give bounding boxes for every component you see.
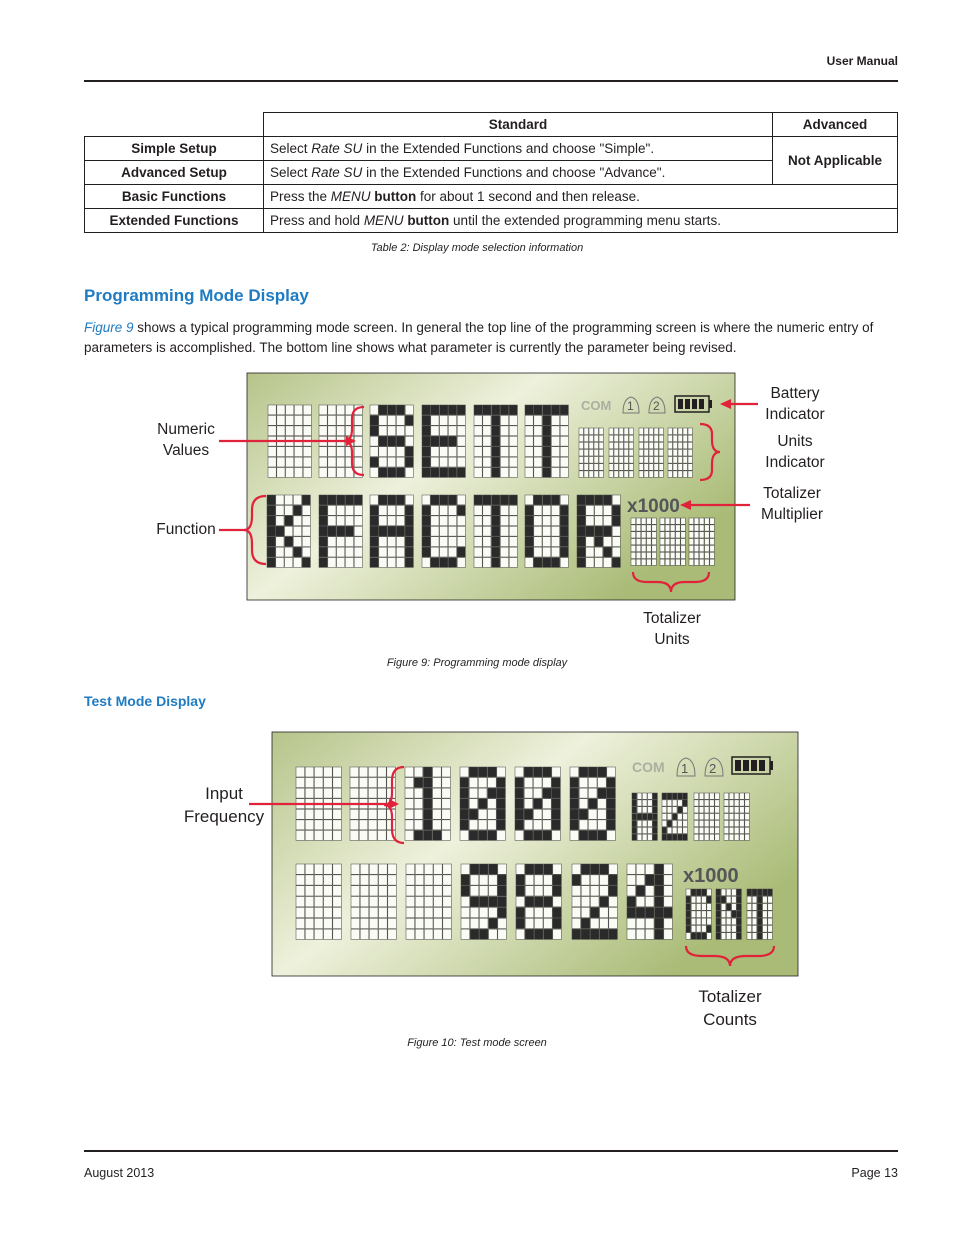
lcd-character-cell xyxy=(296,864,341,939)
lcd-character-cell xyxy=(689,518,714,565)
row-label: Simple Setup xyxy=(85,137,264,161)
col-header-advanced: Advanced xyxy=(773,113,898,137)
lcd-character-cell xyxy=(525,495,568,567)
label-totalizer-units: Totalizer Units xyxy=(643,610,701,648)
lcd-character-cell xyxy=(319,495,362,567)
footer-date: August 2013 xyxy=(84,1166,155,1180)
lcd-character-cell xyxy=(632,793,657,840)
col-header-standard: Standard xyxy=(264,113,773,137)
lcd-character-cell xyxy=(694,793,719,840)
lcd-character-cell xyxy=(577,495,620,567)
row-label: Advanced Setup xyxy=(85,161,264,185)
lcd-character-cell xyxy=(572,864,617,939)
com-indicator: COM xyxy=(632,759,665,775)
section-heading-test: Test Mode Display xyxy=(84,693,206,709)
lcd-character-cell xyxy=(474,405,517,477)
figure9-caption: Figure 9: Programming mode display xyxy=(386,657,568,669)
lcd-character-cell xyxy=(660,518,685,565)
section-paragraph: Figure 9 shows a typical programming mode screen. In general the top line of the programming screen is where the numeric entry of parameters is accomplished. The bottom line shows what parameter is currently the parameter being revised. xyxy=(84,320,874,355)
lcd-character-cell xyxy=(406,864,451,939)
figure-link[interactable]: Figure 9 xyxy=(84,320,134,335)
section-heading-programming: Programming Mode Display xyxy=(84,286,309,305)
lcd-character-cell xyxy=(570,767,615,840)
advanced-not-applicable: Not Applicable xyxy=(773,137,898,185)
lcd-character-cell xyxy=(370,405,413,477)
lcd-character-cell xyxy=(422,495,465,567)
lcd-character-cell xyxy=(627,864,672,939)
lcd-character-cell xyxy=(686,889,711,939)
header-title: User Manual xyxy=(826,54,898,68)
lcd-character-cell xyxy=(351,864,396,939)
label-totalizer-counts: Totalizer Counts xyxy=(698,987,762,1029)
row-standard: Select Rate SU in the Extended Functions and choose "Simple". xyxy=(264,137,773,161)
row-standard: Press the MENU button for about 1 second and then release. xyxy=(264,185,898,209)
figure10-caption: Figure 10: Test mode screen xyxy=(407,1037,547,1049)
lcd-character-cell xyxy=(267,495,310,567)
lcd-character-cell xyxy=(631,518,656,565)
lcd-character-cell xyxy=(662,793,687,840)
lcd-character-cell xyxy=(609,428,633,477)
label-units-indicator: Units Indicator xyxy=(765,433,825,471)
lcd-character-cell xyxy=(405,767,450,840)
lcd-character-cell xyxy=(747,889,772,939)
label-numeric-values: Numeric Values xyxy=(157,421,215,459)
lcd-character-cell xyxy=(639,428,663,477)
multiplier-indicator: x1000 xyxy=(683,865,739,887)
lcd-character-cell xyxy=(461,864,506,939)
lcd-character-cell xyxy=(515,767,560,840)
lcd-character-cell xyxy=(525,405,568,477)
label-function: Function xyxy=(156,521,216,538)
footer-rule xyxy=(84,1150,898,1152)
multiplier-indicator: x1000 xyxy=(627,496,680,517)
lcd-character-cell xyxy=(716,889,741,939)
svg-text:1: 1 xyxy=(627,399,634,413)
svg-text:1: 1 xyxy=(681,761,689,776)
lcd-character-cell xyxy=(422,405,465,477)
row-label: Basic Functions xyxy=(85,185,264,209)
lcd-character-cell xyxy=(516,864,561,939)
svg-text:2: 2 xyxy=(709,761,717,776)
row-standard: Select Rate SU in the Extended Functions and choose "Advance". xyxy=(264,161,773,185)
table-caption: Table 2: Display mode selection information xyxy=(370,242,584,254)
label-input-frequency: Input Frequency xyxy=(183,784,265,826)
lcd-character-cell xyxy=(668,428,692,477)
lcd-character-cell xyxy=(460,767,505,840)
label-battery-indicator: Battery Indicator xyxy=(765,385,825,423)
lcd-character-cell xyxy=(724,793,749,840)
lcd-character-cell xyxy=(370,495,413,567)
row-standard: Press and hold MENU button until the extended programming menu starts. xyxy=(264,209,898,233)
svg-text:2: 2 xyxy=(653,399,660,413)
footer-page: Page 13 xyxy=(851,1166,898,1180)
label-totalizer-multiplier: Totalizer Multiplier xyxy=(760,485,823,523)
lcd-character-cell xyxy=(474,495,517,567)
lcd-character-cell xyxy=(579,428,603,477)
row-label: Extended Functions xyxy=(85,209,264,233)
com-indicator: COM xyxy=(581,398,612,413)
